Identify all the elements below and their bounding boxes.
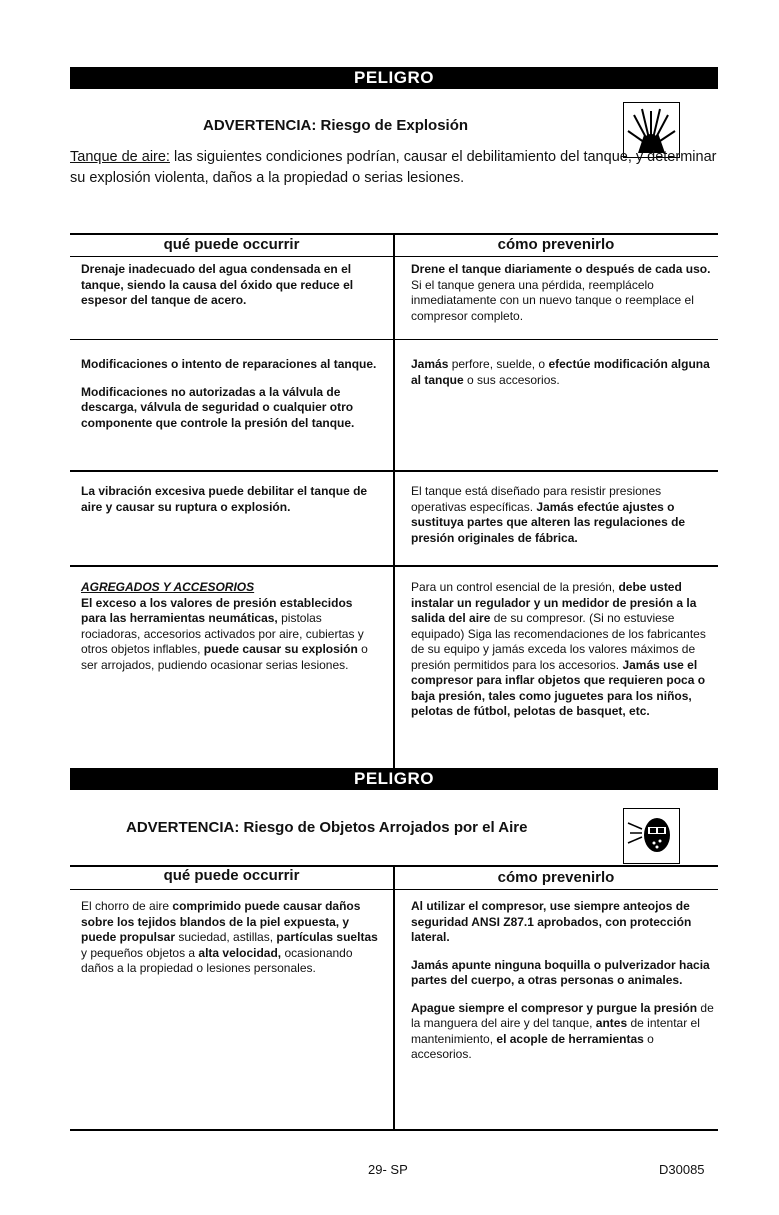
s1-row2-left <box>81 357 381 431</box>
row-rule-3 <box>70 565 718 567</box>
s1-row3-right <box>411 484 716 546</box>
column-divider-1 <box>393 233 395 768</box>
text-run: suciedad, astillas, <box>175 930 277 944</box>
s1-row4-left <box>81 580 381 673</box>
text-run: Al utilizar el compresor, use siempre anteojos de seguridad ANSI Z87.1 aprobados, con protección lateral. <box>411 899 692 944</box>
text-run: o accesorios. <box>411 1031 654 1061</box>
text-run: El chorro de aire <box>81 899 173 913</box>
text-run: efectúe modificación alguna al tanque <box>411 357 710 387</box>
s1-row1-left <box>81 262 381 309</box>
text-run: La vibración excesiva puede debilitar el tanque de aire y causar su ruptura o explosión. <box>81 484 368 514</box>
text-run: Jamás apunte ninguna boquilla o pulverizador hacia partes del cuerpo, a otras personas o animales. <box>411 957 710 987</box>
s1-row4-right <box>411 580 718 720</box>
text-run: o ser arrojados, pudiendo ocasionar serias lesiones. <box>81 642 368 672</box>
danger-banner-2: PELIGRO <box>70 768 718 790</box>
flying-debris-icon <box>623 808 680 864</box>
text-run: perfore, suelde, o <box>448 357 549 371</box>
table-head-rule-1 <box>70 256 718 257</box>
warning-title-explosion: ADVERTENCIA: Riesgo de Explosión <box>203 117 469 134</box>
row-rule-2 <box>70 470 718 472</box>
table-bottom-rule-2 <box>70 1129 718 1131</box>
text-run: Jamás <box>411 357 449 371</box>
text-run: comprimido puede causar daños sobre los tejidos blandos de la piel expuesta, y puede propulsar <box>81 899 361 944</box>
text-run: Jamás efectúe ajustes o sustituya partes que alteren las regulaciones de presión originales de fábrica. <box>411 499 686 545</box>
text-run: de su compresor. (Si no estuviese equipado) Siga las recomendaciones de los fabricantes de su equipo y jamás exceda los valores máximos de presión permitidos para los accesorios. <box>411 611 706 672</box>
text-run: el acople de herramientas <box>496 1031 644 1046</box>
s2-left <box>81 899 381 977</box>
text-run: de la manguera del aire y del tanque, <box>411 1000 714 1030</box>
row-rule-1 <box>70 339 718 340</box>
text-run: Drene el tanque diariamente o después de cada uso. <box>411 262 711 276</box>
text-run: Modificaciones o intento de reparaciones al tanque. <box>81 357 377 371</box>
intro-lead: Tanque de aire: <box>70 149 170 165</box>
text-run: AGREGADOS Y ACCESORIOS <box>81 580 255 594</box>
text-run: Si el tanque genera una pérdida, reemplácelo inmediatamente con un nuevo tanque o reemplace el compresor completo. <box>411 277 694 323</box>
col-head-right-1: cómo prevenirlo <box>497 236 615 253</box>
text-run: partículas sueltas <box>276 930 378 944</box>
text-run: alta velocidad, <box>198 945 282 960</box>
intro-paragraph <box>70 147 720 189</box>
text-run: Apague siempre el compresor y purgue la presión <box>411 1000 698 1015</box>
text-run: Modificaciones no autorizadas a la válvula de descarga, válvula de seguridad o cualquier otro componente que controle la presión del tanque. <box>81 384 355 430</box>
text-run: puede causar su explosión <box>203 642 358 656</box>
text-run: Para un control esencial de la presión, <box>411 580 619 594</box>
s2-right <box>411 899 716 1063</box>
s1-row2-right <box>411 357 716 388</box>
intro-text: las siguientes condiciones podrían, causar el debilitamiento del tanque, y determinar su explosión violenta, daños a la propiedad o serias lesiones. <box>70 149 717 186</box>
document-code: D30085 <box>659 1162 705 1177</box>
column-divider-2 <box>393 865 395 1130</box>
s1-row1-right <box>411 262 716 324</box>
col-head-right-2: cómo prevenirlo <box>497 869 615 886</box>
table-head-rule-2 <box>70 889 718 890</box>
text-run: Drenaje inadecuado del agua condensada en el tanque, siendo la causa del óxido que reduce el espesor del tanque de acero. <box>81 262 354 307</box>
danger-banner-1: PELIGRO <box>70 67 718 89</box>
warning-title-flying-objects: ADVERTENCIA: Riesgo de Objetos Arrojados por el Aire <box>126 819 528 836</box>
text-run: antes <box>595 1016 628 1030</box>
text-run: pistolas rociadoras, accesorios activados por aire, cubiertas y otros objetos inflables, <box>81 611 364 656</box>
text-run: ocasionando daños a la propiedad o lesiones personales. <box>81 945 353 975</box>
col-head-left-1: qué puede occurrir <box>163 236 300 253</box>
s1-row3-left <box>81 484 381 515</box>
text-run: El tanque está diseñado para resistir presiones operativas específicas. <box>411 484 662 514</box>
text-run: de intentar el mantenimiento, <box>411 1016 700 1046</box>
page-number: 29- SP <box>368 1162 408 1177</box>
text-run: y pequeños objetos a <box>81 945 199 960</box>
text-run: o sus accesorios. <box>463 372 560 387</box>
text-run: El exceso a los valores de presión establecidos para las herramientas neumáticas, <box>81 595 353 625</box>
text-run: Jamás use el compresor para inflar objetos que requieren poca o baja presión, tales como juguetes para los niños, pelotas de fútbol, pelotas de basquet, etc. <box>411 657 706 718</box>
text-run: debe usted instalar un regulador y un medidor de presión a la salida del aire <box>411 580 697 625</box>
col-head-left-2: qué puede occurrir <box>163 867 300 884</box>
